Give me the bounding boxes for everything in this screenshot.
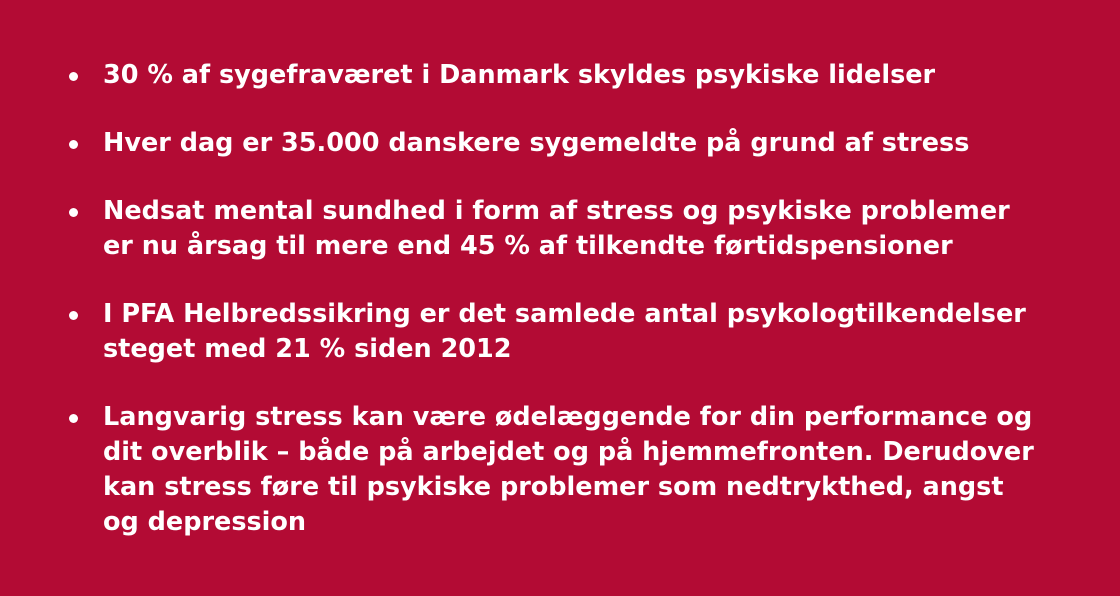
bullet-line: Nedsat mental sundhed i form af stress og psykiske problemer	[103, 196, 1010, 226]
bullet-dot-icon	[69, 311, 78, 320]
list-item	[65, 297, 1105, 367]
bullet-list	[65, 58, 1105, 573]
list-item	[65, 126, 1105, 161]
bullet-dot-icon	[69, 414, 78, 423]
bullet-line: I PFA Helbredssikring er det samlede antal psykologtilkendelser	[103, 299, 1026, 329]
bullet-text	[103, 194, 1105, 264]
bullet-line: dit overblik – både på arbejdet og på hjemmefronten. Derudover	[103, 437, 1034, 467]
bullet-line: kan stress føre til psykiske problemer som nedtrykthed, angst	[103, 472, 1004, 502]
bullet-text	[103, 126, 1105, 161]
bullet-line: steget med 21 % siden 2012	[103, 334, 512, 364]
bullet-text	[103, 58, 1105, 93]
bullet-text	[103, 297, 1105, 367]
bullet-text	[103, 400, 1105, 540]
bullet-line: 30 % af sygefraværet i Danmark skyldes psykiske lidelser	[103, 60, 936, 90]
bullet-dot-icon	[69, 72, 78, 81]
bullet-line: er nu årsag til mere end 45 % af tilkendte førtidspensioner	[103, 231, 953, 261]
bullet-line: og depression	[103, 507, 307, 537]
list-item	[65, 194, 1105, 264]
bullet-dot-icon	[69, 208, 78, 217]
bullet-line: Hver dag er 35.000 danskere sygemeldte på grund af stress	[103, 128, 970, 158]
list-item	[65, 400, 1105, 540]
bullet-dot-icon	[69, 140, 78, 149]
bullet-line: Langvarig stress kan være ødelæggende for din performance og	[103, 402, 1033, 432]
list-item	[65, 58, 1105, 93]
